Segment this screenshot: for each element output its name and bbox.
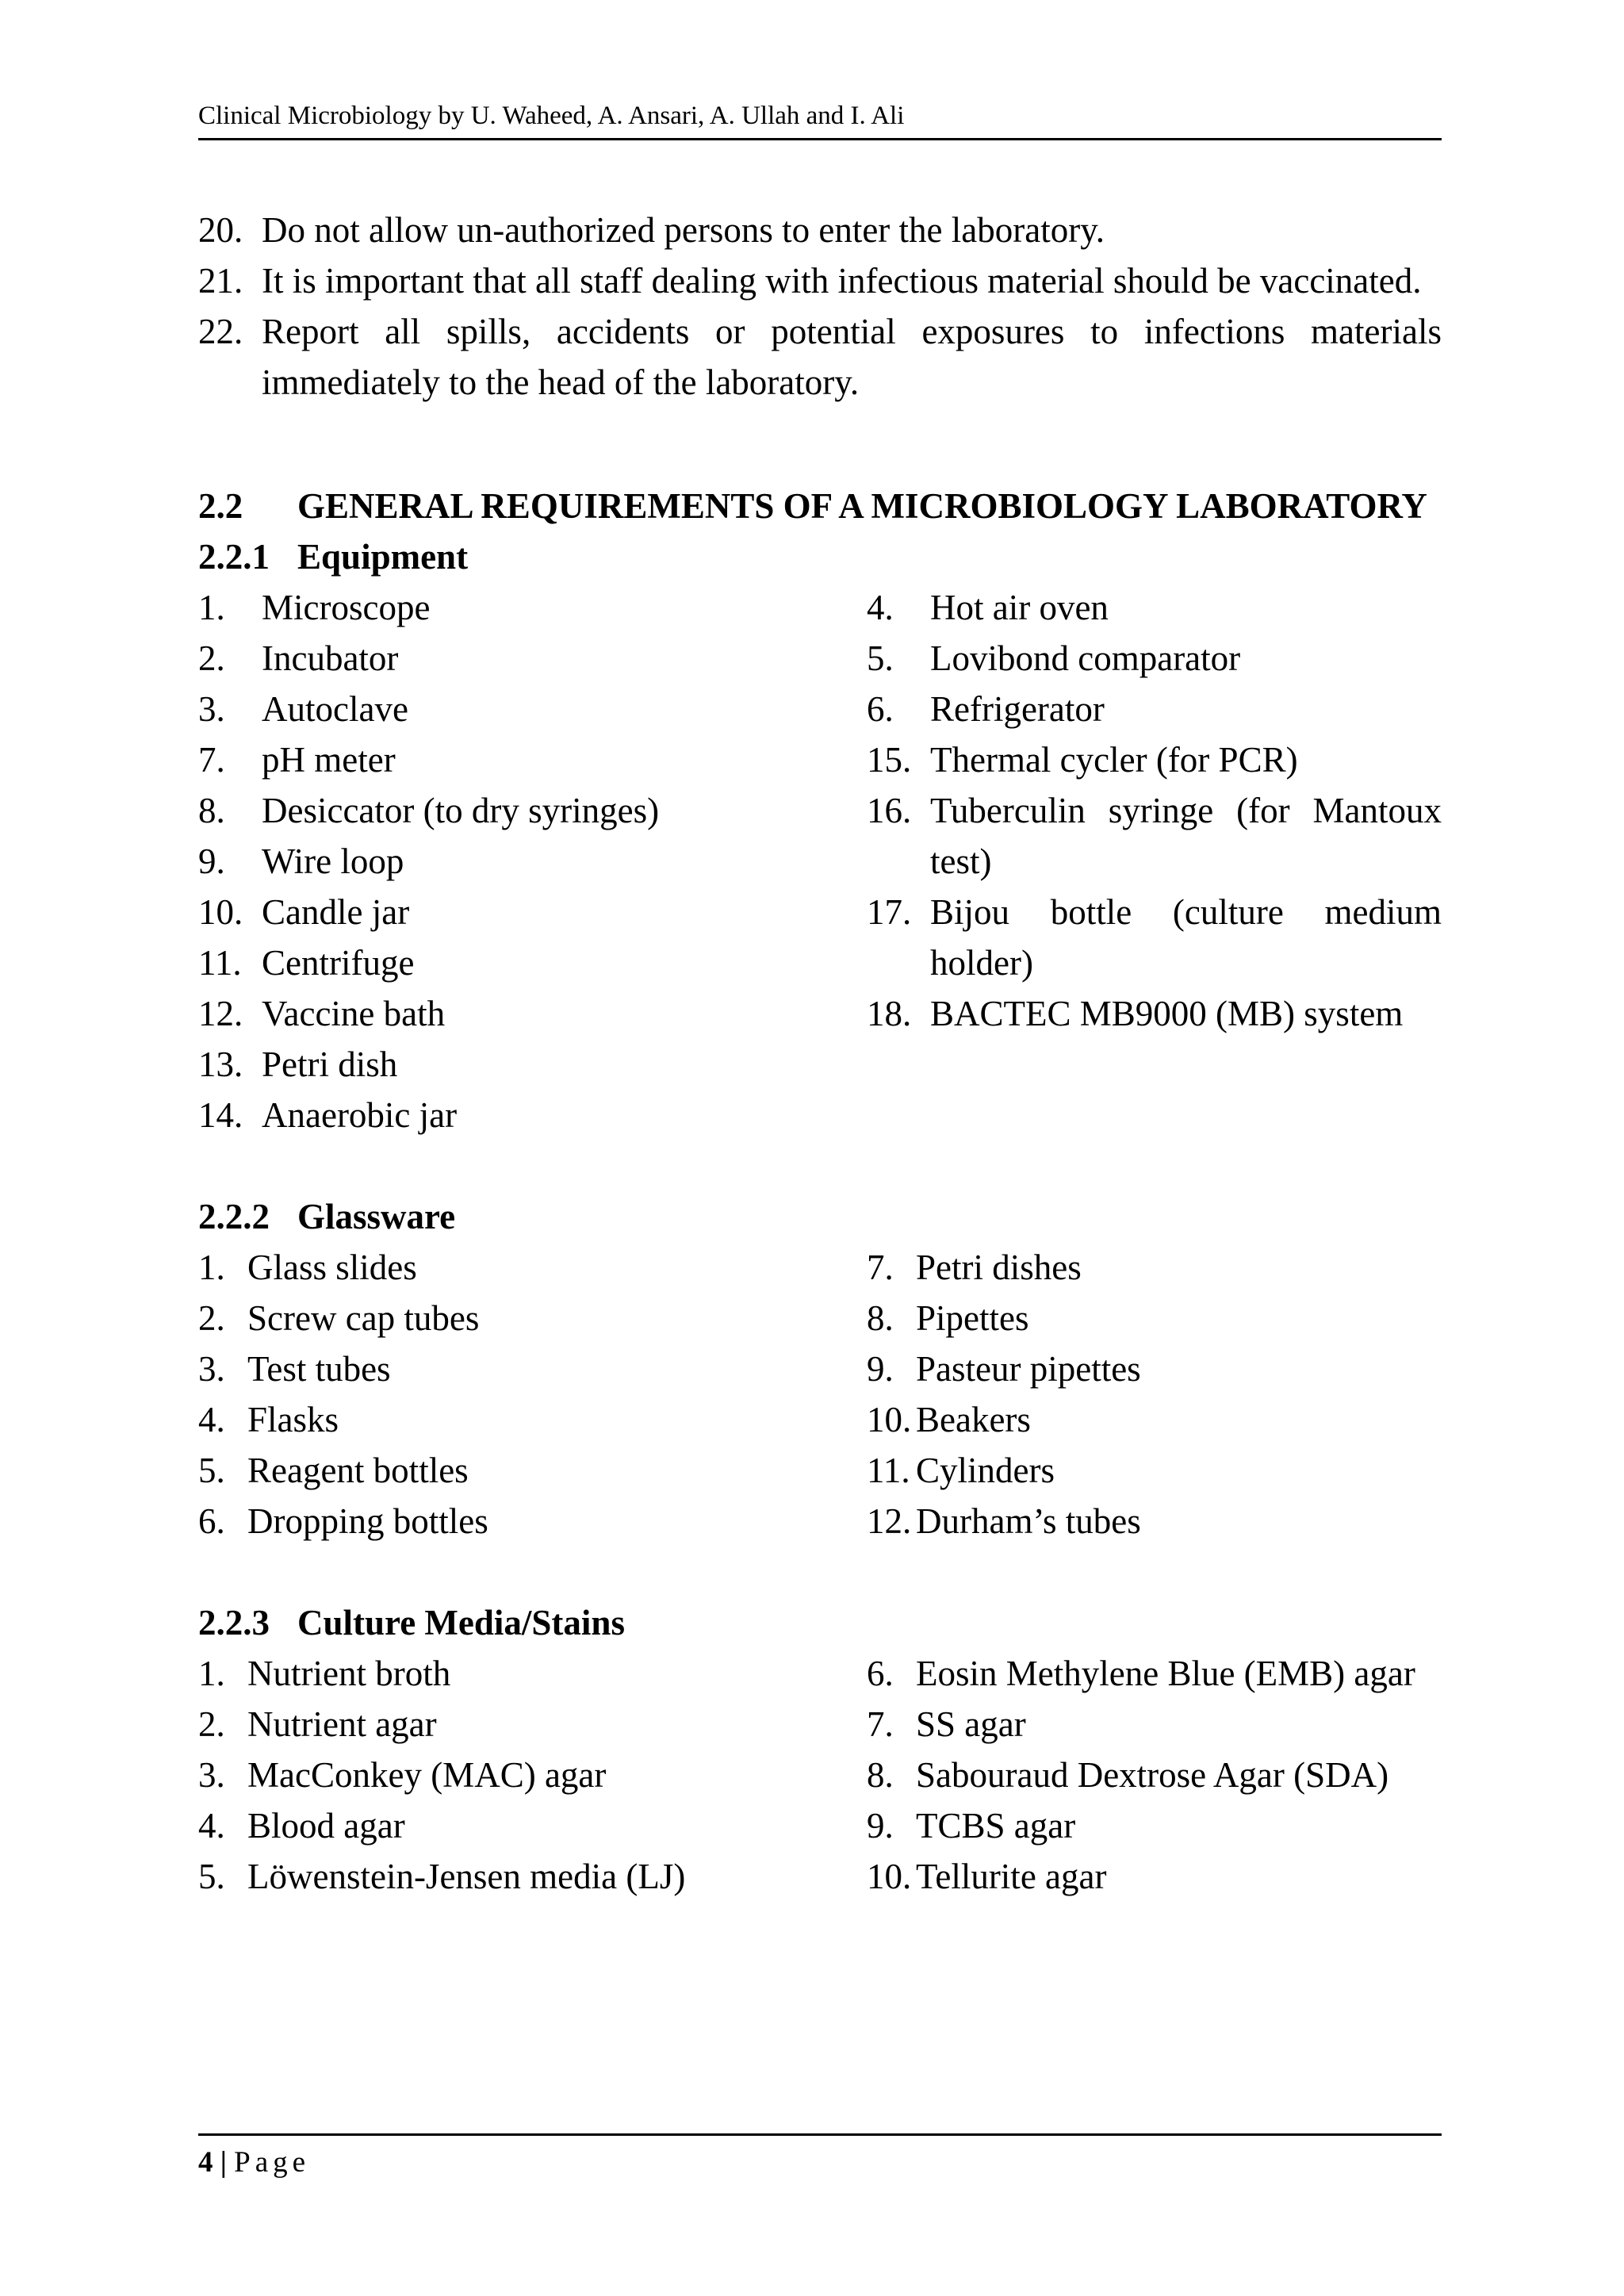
list-item <box>867 1293 1442 1343</box>
item-text: Sabouraud Dextrose Agar (SDA) <box>916 1755 1389 1795</box>
item-text: Eosin Methylene Blue (EMB) agar <box>916 1654 1415 1693</box>
item-text: Tuberculin syringe (for Mantoux test) <box>930 791 1442 881</box>
item-text: Candle jar <box>262 892 410 932</box>
running-header <box>198 94 1442 140</box>
item-text: Pasteur pipettes <box>916 1349 1141 1389</box>
list-item <box>867 684 1442 734</box>
item-text: Durham’s tubes <box>916 1501 1141 1541</box>
list-item <box>198 1445 867 1496</box>
item-number: 6. <box>198 1501 225 1541</box>
list-item <box>867 1343 1442 1394</box>
item-text: Tellurite agar <box>916 1857 1107 1896</box>
item-text: Nutrient agar <box>247 1704 437 1744</box>
subsection-number: 2.2.2 <box>198 1197 270 1236</box>
equipment-left-column <box>198 582 867 1140</box>
item-number: 10. <box>867 1857 912 1896</box>
item-text: Report all spills, accidents or potential exposures to infections materials immediately to the head of the laboratory. <box>262 312 1442 402</box>
item-number: 7. <box>867 1704 894 1744</box>
section-number: 2.2 <box>198 486 243 526</box>
subsection-title: Equipment <box>297 537 469 577</box>
list-item <box>867 1750 1442 1800</box>
item-text: Glass slides <box>247 1248 417 1287</box>
item-text: Cylinders <box>916 1451 1055 1490</box>
item-number: 2. <box>198 638 225 678</box>
item-text: Lovibond comparator <box>930 638 1241 678</box>
item-text: Screw cap tubes <box>247 1298 480 1338</box>
spacer <box>198 1140 1442 1191</box>
page-content <box>198 205 1442 1902</box>
item-text: Reagent bottles <box>247 1451 469 1490</box>
page-number: 4 <box>198 2146 213 2179</box>
item-text: Hot air oven <box>930 588 1109 627</box>
item-number: 1. <box>198 1654 225 1693</box>
item-number: 16. <box>867 791 912 830</box>
item-text: It is important that all staff dealing with infectious material should be vaccinated. <box>262 261 1422 301</box>
list-item <box>198 1648 867 1699</box>
item-number: 5. <box>198 1451 225 1490</box>
page-word: Page <box>234 2146 311 2179</box>
item-text: MacConkey (MAC) agar <box>247 1755 607 1795</box>
item-number: 9. <box>867 1349 894 1389</box>
list-item <box>198 633 867 684</box>
list-item <box>198 1394 867 1445</box>
list-item <box>867 1851 1442 1902</box>
item-text: pH meter <box>262 740 396 780</box>
item-text: TCBS agar <box>916 1806 1076 1846</box>
item-number: 3. <box>198 1755 225 1795</box>
section-title: GENERAL REQUIREMENTS OF A MICROBIOLOGY LABORATORY <box>297 486 1427 526</box>
item-number: 4. <box>198 1400 225 1439</box>
item-number: 4. <box>198 1806 225 1846</box>
page-footer <box>198 2133 1442 2185</box>
list-item <box>198 205 1442 255</box>
item-number: 12. <box>867 1501 912 1541</box>
item-text: Beakers <box>916 1400 1031 1439</box>
list-item <box>867 887 1442 988</box>
media-list <box>198 1648 1442 1902</box>
list-item <box>867 1496 1442 1547</box>
item-text: Blood agar <box>247 1806 405 1846</box>
item-number: 8. <box>198 791 225 830</box>
list-item <box>198 1800 867 1851</box>
item-number: 7. <box>198 740 225 780</box>
media-left-column <box>198 1648 867 1902</box>
item-number: 11. <box>867 1451 910 1490</box>
item-number: 3. <box>198 1349 225 1389</box>
equipment-list <box>198 582 1442 1140</box>
list-item <box>198 255 1442 306</box>
item-text: Anaerobic jar <box>262 1095 458 1135</box>
list-item <box>867 988 1442 1039</box>
list-item <box>867 1648 1442 1699</box>
item-number: 8. <box>867 1755 894 1795</box>
list-item <box>867 734 1442 785</box>
item-number: 2. <box>198 1298 225 1338</box>
item-text: Test tubes <box>247 1349 391 1389</box>
item-text: Wire loop <box>262 841 404 881</box>
item-text: Dropping bottles <box>247 1501 488 1541</box>
subsection-number: 2.2.3 <box>198 1603 270 1642</box>
item-text: Bijou bottle (culture medium holder) <box>930 892 1442 983</box>
item-text: SS agar <box>916 1704 1026 1744</box>
item-text: Desiccator (to dry syringes) <box>262 791 660 830</box>
item-number: 6. <box>867 689 894 729</box>
item-text: Pipettes <box>916 1298 1029 1338</box>
item-number: 1. <box>198 1248 225 1287</box>
item-text: Incubator <box>262 638 399 678</box>
list-item <box>198 1039 867 1090</box>
item-number: 5. <box>198 1857 225 1896</box>
item-number: 21. <box>198 261 243 301</box>
item-number: 11. <box>198 943 242 983</box>
item-text: Do not allow un-authorized persons to enter the laboratory. <box>262 210 1105 250</box>
list-item <box>198 734 867 785</box>
item-number: 4. <box>867 588 894 627</box>
item-number: 22. <box>198 312 243 351</box>
list-item <box>198 887 867 937</box>
item-number: 10. <box>198 892 243 932</box>
item-number: 3. <box>198 689 225 729</box>
header-title: Clinical Microbiology by U. Waheed, A. Ansari, A. Ullah and I. Ali <box>198 102 905 130</box>
list-item <box>198 937 867 988</box>
list-item <box>867 1242 1442 1293</box>
glassware-left-column <box>198 1242 867 1547</box>
item-number: 2. <box>198 1704 225 1744</box>
list-item <box>198 684 867 734</box>
item-number: 1. <box>198 588 225 627</box>
item-number: 7. <box>867 1248 894 1287</box>
item-text: Autoclave <box>262 689 408 729</box>
item-text: Petri dishes <box>916 1248 1082 1287</box>
item-number: 9. <box>198 841 225 881</box>
item-number: 9. <box>867 1806 894 1846</box>
item-text: Centrifuge <box>262 943 415 983</box>
list-item <box>867 633 1442 684</box>
item-number: 20. <box>198 210 243 250</box>
item-text: Flasks <box>247 1400 339 1439</box>
list-item <box>198 988 867 1039</box>
subsection-number: 2.2.1 <box>198 537 270 577</box>
list-item <box>198 1496 867 1547</box>
subsection-title: Culture Media/Stains <box>297 1603 625 1642</box>
spacer <box>198 1547 1442 1597</box>
list-item <box>198 1699 867 1750</box>
list-item <box>198 1343 867 1394</box>
list-item <box>867 1699 1442 1750</box>
item-number: 6. <box>867 1654 894 1693</box>
item-text: Löwenstein-Jensen media (LJ) <box>247 1857 686 1896</box>
list-item <box>198 785 867 836</box>
item-number: 13. <box>198 1045 243 1084</box>
item-number: 10. <box>867 1400 912 1439</box>
item-text: Microscope <box>262 588 431 627</box>
list-item <box>867 1445 1442 1496</box>
glassware-list <box>198 1242 1442 1547</box>
item-number: 17. <box>867 892 912 932</box>
media-right-column <box>867 1648 1442 1902</box>
item-number: 8. <box>867 1298 894 1338</box>
equipment-right-column <box>867 582 1442 1140</box>
item-number: 12. <box>198 994 243 1033</box>
item-text: Petri dish <box>262 1045 398 1084</box>
list-item <box>867 582 1442 633</box>
item-text: Nutrient broth <box>247 1654 451 1693</box>
intro-list <box>198 205 1442 408</box>
subsection-title: Glassware <box>297 1197 456 1236</box>
item-text: Vaccine bath <box>262 994 446 1033</box>
list-item <box>198 1242 867 1293</box>
list-item <box>198 582 867 633</box>
list-item <box>867 785 1442 887</box>
list-item <box>867 1394 1442 1445</box>
item-text: Refrigerator <box>930 689 1105 729</box>
list-item <box>198 1750 867 1800</box>
subsection-heading-media <box>198 1597 1442 1648</box>
subsection-heading-equipment <box>198 531 1442 582</box>
list-item <box>198 306 1442 408</box>
list-item <box>198 1090 867 1140</box>
item-text: Thermal cycler (for PCR) <box>930 740 1298 780</box>
list-item <box>198 836 867 887</box>
item-number: 5. <box>867 638 894 678</box>
glassware-right-column <box>867 1242 1442 1547</box>
item-number: 14. <box>198 1095 243 1135</box>
item-number: 15. <box>867 740 912 780</box>
list-item <box>198 1851 867 1902</box>
list-item <box>198 1293 867 1343</box>
section-heading <box>198 481 1442 531</box>
footer-separator: | <box>220 2146 227 2179</box>
item-number: 18. <box>867 994 912 1033</box>
list-item <box>867 1800 1442 1851</box>
item-text: BACTEC MB9000 (MB) system <box>930 994 1404 1033</box>
subsection-heading-glassware <box>198 1191 1442 1242</box>
